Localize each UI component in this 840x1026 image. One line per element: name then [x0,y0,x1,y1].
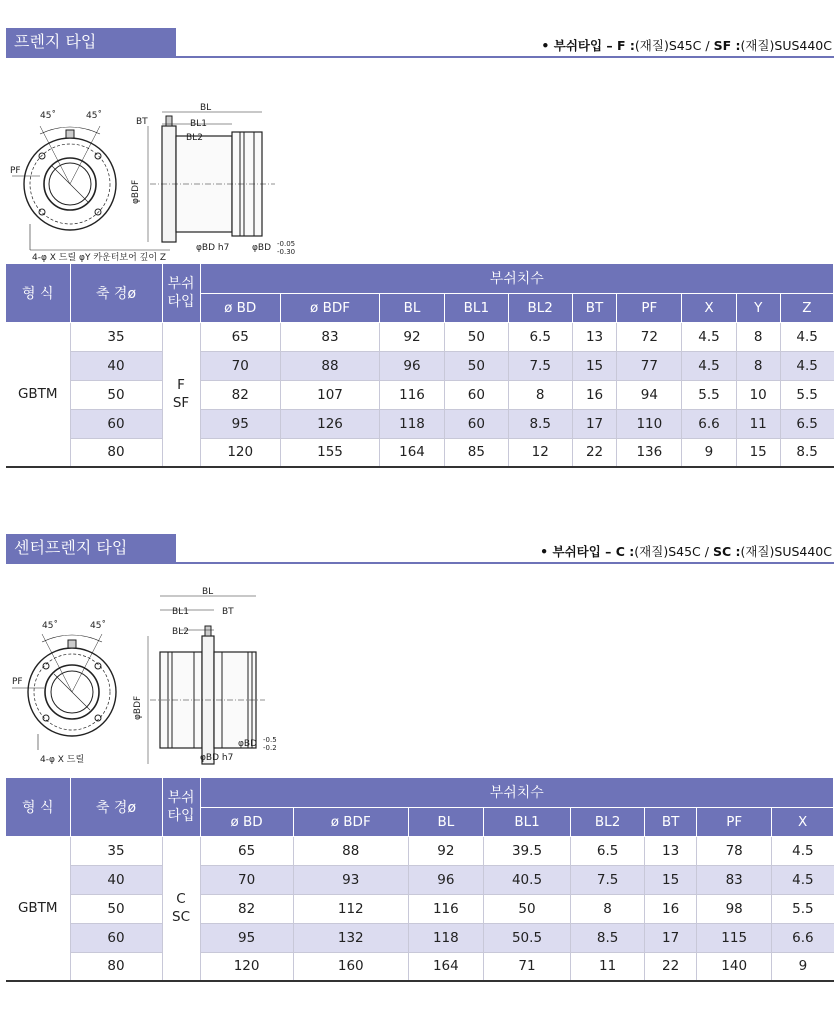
col-pf: PF [697,807,772,836]
value-cell: 112 [293,894,408,923]
col-pf: PF [617,293,682,322]
section-header [0,534,840,564]
section-header [0,28,840,58]
value-cell: 118 [408,923,483,952]
header-rule [6,562,834,564]
pf-label: PF [12,677,23,687]
pf-label: PF [10,166,21,176]
material-note [540,542,832,560]
bush-type-line-1: F [177,377,185,394]
shaft-cell: 40 [70,865,162,894]
flange-technical-drawing [0,64,320,264]
value-cell: 78 [697,836,772,865]
bd-tol-label: φBD [238,739,258,749]
header-shaft: 축 경ø [70,778,162,836]
note-material-2: (재질)SUS440C [740,38,832,53]
value-cell: 10 [736,380,780,409]
value-cell: 5.5 [780,380,833,409]
note-material-1: (재질)S45C [634,38,702,53]
value-cell: 16 [572,380,617,409]
value-cell: 92 [380,322,445,351]
col-bl: BL [408,807,483,836]
value-cell: 50 [444,322,508,351]
note-prefix: • 부쉬타입 – C : [540,544,635,559]
value-cell: 120 [200,438,280,467]
value-cell: 92 [408,836,483,865]
center-flange-technical-drawing [0,570,320,770]
shaft-cell: 35 [70,836,162,865]
value-cell: 7.5 [508,351,572,380]
shaft-cell: 80 [70,952,162,981]
note-code-2: SC : [712,544,741,559]
col-bt: BT [572,293,617,322]
side-view [148,112,275,242]
value-cell: 15 [572,351,617,380]
value-cell: 6.5 [571,836,645,865]
value-cell: 164 [408,952,483,981]
table-row [6,380,834,409]
note-prefix: • 부쉬타입 – F : [541,38,635,53]
value-cell: 70 [200,351,280,380]
shaft-cell: 50 [70,380,162,409]
value-cell: 164 [380,438,445,467]
bl1-label: BL1 [190,119,207,129]
col-bdf: ø BDF [293,807,408,836]
angle-label-2: 45˚ [86,111,102,121]
value-cell: 6.5 [780,409,833,438]
value-cell: 60 [444,380,508,409]
table-row [6,322,834,351]
value-cell: 9 [682,438,736,467]
col-bl1: BL1 [483,807,570,836]
header-shaft: 축 경ø [70,264,162,322]
value-cell: 4.5 [780,322,833,351]
value-cell: 8 [571,894,645,923]
value-cell: 115 [697,923,772,952]
header-bush-dims: 부쉬치수 [200,778,834,807]
bl-label: BL [200,103,212,113]
value-cell: 11 [571,952,645,981]
value-cell: 95 [200,409,280,438]
value-cell: 85 [444,438,508,467]
bush-type-line-2: SF [172,395,190,412]
col-bl1: BL1 [444,293,508,322]
col-bd: ø BD [200,807,293,836]
value-cell: 110 [617,409,682,438]
value-cell: 88 [280,351,379,380]
value-cell: 93 [293,865,408,894]
flange-spec-table [6,264,834,468]
angle-label-2: 45˚ [90,621,106,631]
note-material-2: (재질)SUS440C [740,544,832,559]
shaft-cell: 35 [70,322,162,351]
bush-type-line-1: C [176,891,186,908]
value-cell: 70 [200,865,293,894]
value-cell: 4.5 [682,351,736,380]
note-separator: / [701,38,714,53]
flange-drawing [0,64,840,264]
drill-note: 4-φ X 드릴 φY 카운터보어 깊이 Z [32,253,167,263]
value-cell: 136 [617,438,682,467]
header-bush-type: 부쉬 타입 [162,778,200,836]
value-cell: 60 [444,409,508,438]
section-title: 프렌지 타입 [6,28,176,56]
bd-tol-upper: -0.05 [277,240,296,248]
bt-label: BT [136,117,148,127]
value-cell: 160 [293,952,408,981]
value-cell: 9 [772,952,834,981]
value-cell: 65 [200,322,280,351]
center-flange-drawing [0,570,840,770]
value-cell: 22 [645,952,697,981]
col-x: X [772,807,834,836]
value-cell: 7.5 [571,865,645,894]
value-cell: 50 [444,351,508,380]
bt-label: BT [222,607,234,617]
value-cell: 8 [508,380,572,409]
bd-h7-label: φBD h7 [196,243,230,253]
value-cell: 88 [293,836,408,865]
bd-tol-lower: -0.30 [277,248,296,256]
value-cell: 5.5 [682,380,736,409]
value-cell: 15 [736,438,780,467]
value-cell: 12 [508,438,572,467]
value-cell: 77 [617,351,682,380]
value-cell: 65 [200,836,293,865]
bush-type-cell [162,836,200,981]
shaft-cell: 60 [70,923,162,952]
front-view [12,126,170,250]
value-cell: 13 [645,836,697,865]
value-cell: 15 [645,865,697,894]
bdf-label: φBDF [131,179,141,204]
value-cell: 6.6 [772,923,834,952]
value-cell: 132 [293,923,408,952]
value-cell: 82 [200,380,280,409]
bush-type-line-2: SC [172,909,190,926]
header-rule [6,56,834,58]
note-separator: / [700,544,713,559]
value-cell: 4.5 [772,836,834,865]
col-y: Y [736,293,780,322]
value-cell: 4.5 [780,351,833,380]
value-cell: 17 [645,923,697,952]
value-cell: 98 [697,894,772,923]
model-cell: GBTM [6,836,70,981]
value-cell: 140 [697,952,772,981]
value-cell: 8.5 [571,923,645,952]
col-z: Z [780,293,833,322]
section-center-flange-type [0,534,840,975]
value-cell: 118 [380,409,445,438]
table-row [6,894,834,923]
shaft-cell: 40 [70,351,162,380]
value-cell: 96 [380,351,445,380]
bl-label: BL [202,587,214,597]
shaft-cell: 50 [70,894,162,923]
bd-tol-upper: -0.5 [263,736,277,744]
table-row [6,952,834,981]
section-title: 센터프렌지 타입 [6,534,176,562]
material-note [541,36,832,54]
value-cell: 17 [572,409,617,438]
angle-label-1: 45˚ [40,111,56,121]
col-x: X [682,293,736,322]
value-cell: 13 [572,322,617,351]
value-cell: 8.5 [780,438,833,467]
table-row [6,923,834,952]
table-row [6,438,834,467]
header-bush-type: 부쉬 타입 [162,264,200,322]
col-bl2: BL2 [571,807,645,836]
value-cell: 116 [380,380,445,409]
value-cell: 155 [280,438,379,467]
value-cell: 126 [280,409,379,438]
value-cell: 16 [645,894,697,923]
table-row [6,865,834,894]
value-cell: 71 [483,952,570,981]
table-row [6,409,834,438]
model-cell: GBTM [6,322,70,467]
note-code-2: SF : [713,38,741,53]
value-cell: 96 [408,865,483,894]
note-material-1: (재질)S45C [634,544,701,559]
value-cell: 116 [408,894,483,923]
value-cell: 8 [736,351,780,380]
value-cell: 22 [572,438,617,467]
col-bdf: ø BDF [280,293,379,322]
value-cell: 6.6 [682,409,736,438]
bl1-label: BL1 [172,607,189,617]
value-cell: 83 [280,322,379,351]
value-cell: 107 [280,380,379,409]
col-bd: ø BD [200,293,280,322]
value-cell: 11 [736,409,780,438]
shaft-cell: 60 [70,409,162,438]
value-cell: 4.5 [682,322,736,351]
bush-type-cell [162,322,200,467]
value-cell: 83 [697,865,772,894]
center-flange-spec-table [6,778,834,982]
value-cell: 6.5 [508,322,572,351]
value-cell: 50.5 [483,923,570,952]
col-bt: BT [645,807,697,836]
value-cell: 8 [736,322,780,351]
angle-label-1: 45˚ [42,621,58,631]
value-cell: 40.5 [483,865,570,894]
section-flange-type [0,28,840,461]
bd-tol-label: φBD [252,243,272,253]
value-cell: 95 [200,923,293,952]
header-model: 형 식 [6,264,70,322]
value-cell: 94 [617,380,682,409]
drill-note: 4-φ X 드릴 [40,755,85,765]
bl2-label: BL2 [172,627,189,637]
value-cell: 39.5 [483,836,570,865]
value-cell: 72 [617,322,682,351]
value-cell: 5.5 [772,894,834,923]
value-cell: 4.5 [772,865,834,894]
table-row [6,836,834,865]
value-cell: 8.5 [508,409,572,438]
value-cell: 82 [200,894,293,923]
bdf-label: φBDF [133,695,143,720]
bd-tol-lower: -0.2 [263,744,277,752]
bd-h7-label: φBD h7 [200,753,234,763]
value-cell: 50 [483,894,570,923]
front-view [12,634,116,750]
value-cell: 120 [200,952,293,981]
header-model: 형 식 [6,778,70,836]
table-row [6,351,834,380]
col-bl: BL [380,293,445,322]
shaft-cell: 80 [70,438,162,467]
header-bush-dims: 부쉬치수 [200,264,834,293]
col-bl2: BL2 [508,293,572,322]
bl2-label: BL2 [186,133,203,143]
